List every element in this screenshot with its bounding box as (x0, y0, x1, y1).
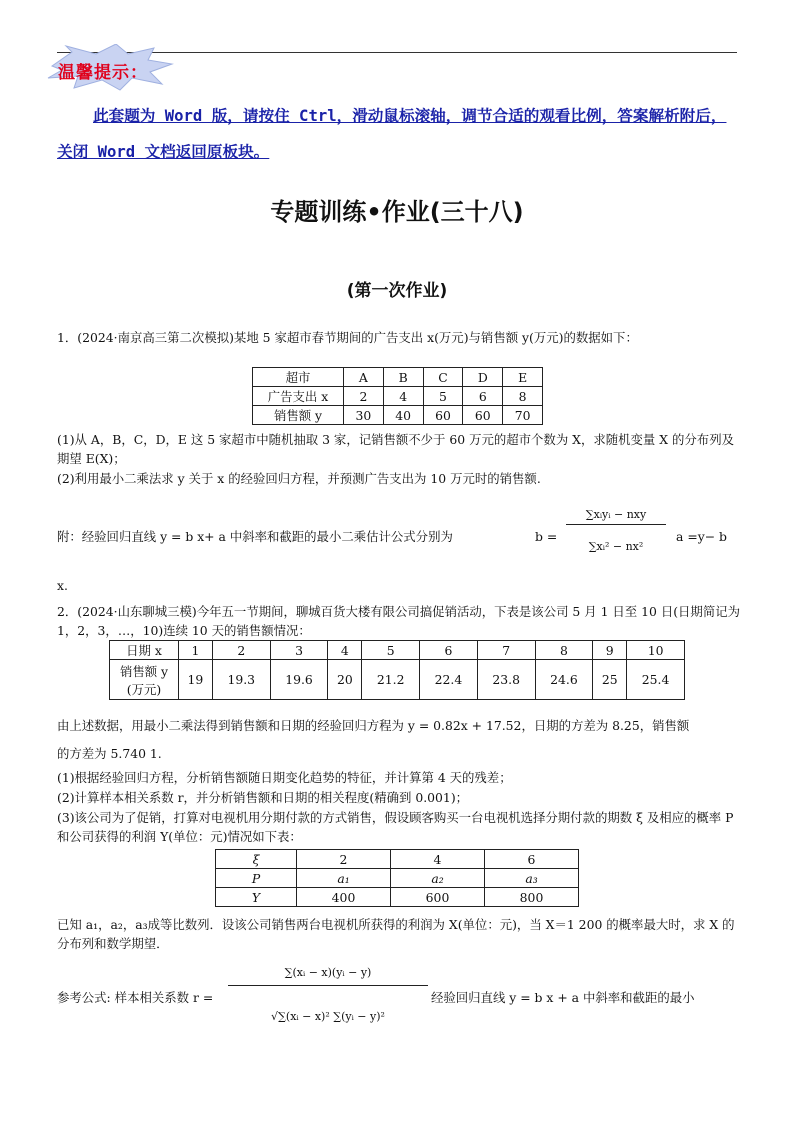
table-cell: E (503, 368, 543, 387)
q1-note-end: x. (57, 578, 68, 593)
q2-table2 (215, 849, 579, 907)
formula-denominator: √∑(xᵢ − x)² ∑(yᵢ − y)² (271, 1010, 385, 1023)
table-cell: 1 (179, 641, 213, 660)
table-cell: 60 (463, 406, 503, 425)
tip-text: 此套题为 Word 版，请按住 Ctrl，滑动鼠标滚轴，调节合适的观看比例，答案解析附后，关闭 Word 文档返回原板块。 (57, 107, 727, 161)
table-cell: 24.6 (535, 660, 593, 700)
table-row (216, 869, 579, 888)
table-row (216, 888, 579, 907)
q2-ref-tail: 经验回归直线 y = b x + a 中斜率和截距的最小 (431, 990, 695, 1005)
table-cell: 6 (420, 641, 478, 660)
table-cell: ξ (216, 850, 297, 869)
page-title: 专题训练•作业(三十八) (270, 198, 524, 226)
formula-denominator: ∑xᵢ² − nx² (588, 540, 644, 553)
q2-part3: (3)该公司为了促销，打算对电视机用分期付款的方式销售，假设顾客购买一台电视机选择分期付款的期数 ξ 及相应的概率 P 和公司获得的利润 Y(单位：元)情况如下表： (57, 810, 734, 844)
table-cell: P (216, 869, 297, 888)
table-cell: Y (216, 888, 297, 907)
row-label: 销售额 y (119, 663, 169, 679)
table-cell: 23.8 (477, 660, 535, 700)
table-row (110, 641, 685, 660)
table-cell: 40 (383, 406, 423, 425)
table-cell: 800 (485, 888, 579, 907)
q2-stem: 2．(2024·山东聊城三模)今年五一节期间，聊城百货大楼有限公司搞促销活动，下表是该公司 5 月 1 日至 10 日(日期简记为 1，2，3，…，10)连续 10 天的销售额情况： (57, 604, 740, 638)
table-cell: 600 (391, 888, 485, 907)
table-cell: 19.6 (270, 660, 328, 700)
table-row (216, 850, 579, 869)
q1-stem: 1．(2024·南京高三第二次模拟)某地 5 家超市春节期间的广告支出 x(万元)与销售额 y(万元)的数据如下： (57, 330, 638, 345)
page-subtitle: (第一次作业) (346, 281, 448, 301)
table-cell: 6 (485, 850, 579, 869)
table-cell: 21.2 (362, 660, 420, 700)
table-cell: A (344, 368, 384, 387)
table-cell: 日期 x (110, 641, 179, 660)
table-cell: 19 (179, 660, 213, 700)
q1-note-b: b = (535, 529, 558, 544)
table-row (253, 387, 543, 406)
tip-label: 温馨提示： (58, 63, 148, 83)
table-row (110, 660, 685, 700)
table-cell: D (463, 368, 503, 387)
table-cell: a₃ (485, 869, 579, 888)
q1-part2: (2)利用最小二乘法求 y 关于 x 的经验回归方程，并预测广告支出为 10 万元时的销售额. (57, 471, 541, 486)
table-cell: 2 (297, 850, 391, 869)
table-cell: 8 (503, 387, 543, 406)
table-row (253, 406, 543, 425)
q2-line2: 的方差为 5.740 1. (57, 746, 162, 761)
q2-part3b: 已知 a₁，a₂，a₃成等比数列．设该公司销售两台电视机所获得的利润为 X(单位：元)，当 X＝1 200 的概率最大时，求 X 的分布列和数学期望． (57, 917, 735, 951)
formula-numerator: ∑xᵢyᵢ − nxy (566, 508, 666, 525)
table-cell: 广告支出 x (253, 387, 344, 406)
table-cell: 8 (535, 641, 593, 660)
table-cell: 30 (344, 406, 384, 425)
table-cell: 60 (423, 406, 463, 425)
table-cell (110, 660, 179, 700)
table-cell: 19.3 (212, 660, 270, 700)
table-cell: 4 (383, 387, 423, 406)
q1-table (252, 367, 543, 425)
table-cell: 6 (463, 387, 503, 406)
table-cell: 70 (503, 406, 543, 425)
table-cell: 25 (593, 660, 627, 700)
table-cell: B (383, 368, 423, 387)
q2-part2: (2)计算样本相关系数 r，并分析销售额和日期的相关程度(精确到 0.001)； (57, 790, 469, 805)
formula-numerator: ∑(xᵢ − x)(yᵢ − y) (228, 966, 428, 986)
q2-part1: (1)根据经验回归方程，分析销售额随日期变化趋势的特征，并计算第 4 天的残差； (57, 770, 512, 785)
table-cell: 3 (270, 641, 328, 660)
table-row (253, 368, 543, 387)
table-cell: 2 (212, 641, 270, 660)
q1-note: 附：经验回归直线 y = b x+ a 中斜率和截距的最小二乘估计公式分别为 (57, 529, 453, 544)
row-label-unit: (万元) (126, 681, 162, 697)
q1-part1: (1)从 A，B，C，D，E 这 5 家超市中随机抽取 3 家，记销售额不少于 60 万元的超市个数为 X，求随机变量 X 的分布列及期望 E(X)； (57, 432, 734, 466)
table-cell: C (423, 368, 463, 387)
table-cell: 25.4 (627, 660, 685, 700)
table-cell: 5 (423, 387, 463, 406)
table-cell: 2 (344, 387, 384, 406)
table-cell: 400 (297, 888, 391, 907)
q1-note-a: a =y− b (676, 529, 727, 544)
q2-ref: 参考公式: 样本相关系数 r = (57, 990, 214, 1005)
tip-badge (44, 44, 174, 92)
table-cell: 5 (362, 641, 420, 660)
table-cell: a₁ (297, 869, 391, 888)
table-cell: 4 (391, 850, 485, 869)
table-cell: 销售额 y (253, 406, 344, 425)
table-cell: a₂ (391, 869, 485, 888)
table-cell: 超市 (253, 368, 344, 387)
q2-line1: 由上述数据，用最小二乘法得到销售额和日期的经验回归方程为 y = 0.82x + 17.52，日期的方差为 8.25，销售额 (57, 718, 690, 733)
table-cell: 7 (477, 641, 535, 660)
table-cell: 10 (627, 641, 685, 660)
table-cell: 4 (328, 641, 362, 660)
table-cell: 22.4 (420, 660, 478, 700)
table-cell: 9 (593, 641, 627, 660)
q2-table (109, 640, 685, 700)
table-cell: 20 (328, 660, 362, 700)
